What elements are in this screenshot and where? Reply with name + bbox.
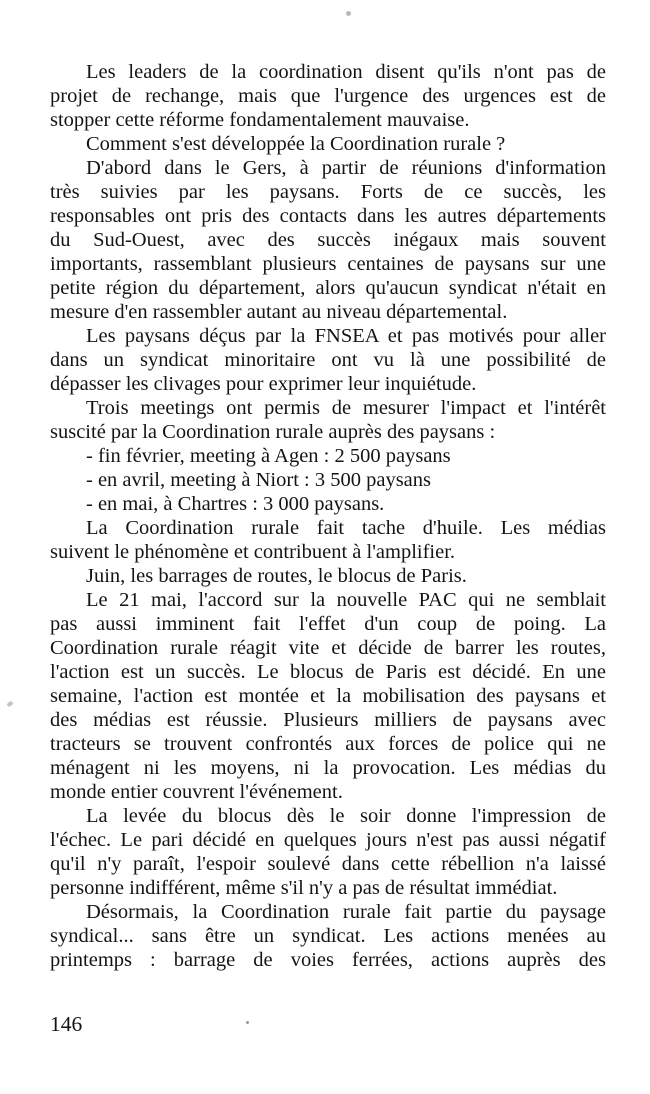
text-line: - en avril, meeting à Niort : 3 500 paysans bbox=[86, 469, 431, 491]
text-line: - en mai, à Chartres : 3 000 paysans. bbox=[86, 493, 385, 515]
text-line: - fin février, meeting à Agen : 2 500 paysans bbox=[86, 445, 451, 467]
paragraph bbox=[50, 564, 606, 588]
text-line: du Sud-Ouest, avec des succès inégaux mais souvent bbox=[50, 229, 606, 251]
scan-artifact-speck bbox=[6, 701, 13, 708]
text-line: mesure d'en rassembler autant au niveau départemental. bbox=[50, 301, 508, 323]
text-line: Coordination rurale réagit vite et décide de barrer les routes, bbox=[50, 637, 606, 659]
text-line: l'échec. Le pari décidé en quelques jours n'est pas aussi négatif bbox=[50, 829, 606, 851]
text-line: Les paysans déçus par la FNSEA et pas motivés pour aller bbox=[86, 325, 606, 347]
text-line: dépasser les clivages pour exprimer leur inquiétude. bbox=[50, 373, 477, 395]
text-line: très suivies par les paysans. Forts de ce succès, les bbox=[50, 181, 606, 203]
paragraph bbox=[50, 132, 606, 156]
text-line: stopper cette réforme fondamentalement mauvaise. bbox=[50, 109, 470, 131]
scan-artifact-speck bbox=[246, 1021, 249, 1024]
text-line: petite région du département, alors qu'aucun syndicat n'était en bbox=[50, 277, 606, 299]
text-line: Trois meetings ont permis de mesurer l'impact et l'intérêt bbox=[86, 397, 606, 419]
text-line: pas aussi imminent fait l'effet d'un coup de poing. La bbox=[50, 613, 606, 635]
text-line: D'abord dans le Gers, à partir de réunions d'information bbox=[86, 157, 606, 179]
text-line: syndical... sans être un syndicat. Les actions menées au bbox=[50, 925, 606, 947]
text-line: Le 21 mai, l'accord sur la nouvelle PAC qui ne semblait bbox=[86, 589, 606, 611]
paragraph bbox=[50, 156, 606, 324]
text-line: personne indifférent, même s'il n'y a pas de résultat immédiat. bbox=[50, 877, 558, 899]
text-line: La Coordination rurale fait tache d'huile. Les médias bbox=[86, 517, 606, 539]
paragraph bbox=[50, 804, 606, 900]
text-line: des médias est réussie. Plusieurs milliers de paysans avec bbox=[50, 709, 606, 731]
text-line: dans un syndicat minoritaire ont vu là une possibilité de bbox=[50, 349, 606, 371]
text-line: monde entier couvrent l'événement. bbox=[50, 781, 343, 803]
text-line: suscité par la Coordination rurale auprès des paysans : bbox=[50, 421, 496, 443]
text-line: l'action est un succès. Le blocus de Paris est décidé. En une bbox=[50, 661, 606, 683]
text-line: Les leaders de la coordination disent qu'ils n'ont pas de bbox=[86, 61, 606, 83]
paragraph bbox=[50, 900, 606, 972]
paragraph bbox=[50, 444, 606, 516]
paragraph bbox=[50, 60, 606, 132]
text-line: Comment s'est développée la Coordination rurale ? bbox=[86, 133, 506, 155]
paragraph bbox=[50, 396, 606, 444]
text-line: responsables ont pris des contacts dans les autres départements bbox=[50, 205, 606, 227]
page-number: 146 bbox=[50, 1012, 83, 1036]
text-line: ménagent ni les moyens, ni la provocation. Les médias du bbox=[50, 757, 606, 779]
text-line: qu'il n'y paraît, l'espoir soulevé dans cette rébellion n'a laissé bbox=[50, 853, 606, 875]
paragraph bbox=[50, 324, 606, 396]
text-line: importants, rassemblant plusieurs centaines de paysans sur une bbox=[50, 253, 606, 275]
text-line: Désormais, la Coordination rurale fait partie du paysage bbox=[86, 901, 606, 923]
text-line: semaine, l'action est montée et la mobilisation des paysans et bbox=[50, 685, 606, 707]
scan-artifact-speck bbox=[346, 11, 351, 16]
text-line: La levée du blocus dès le soir donne l'impression de bbox=[86, 805, 606, 827]
text-line: tracteurs se trouvent confrontés aux forces de police qui ne bbox=[50, 733, 606, 755]
text-line: printemps : barrage de voies ferrées, actions auprès des bbox=[50, 949, 606, 971]
text-line: Juin, les barrages de routes, le blocus de Paris. bbox=[86, 565, 467, 587]
paragraph bbox=[50, 588, 606, 804]
paragraph bbox=[50, 516, 606, 564]
text-line: suivent le phénomène et contribuent à l'amplifier. bbox=[50, 541, 456, 563]
text-line: projet de rechange, mais que l'urgence des urgences est de bbox=[50, 85, 606, 107]
text-block bbox=[50, 60, 606, 972]
